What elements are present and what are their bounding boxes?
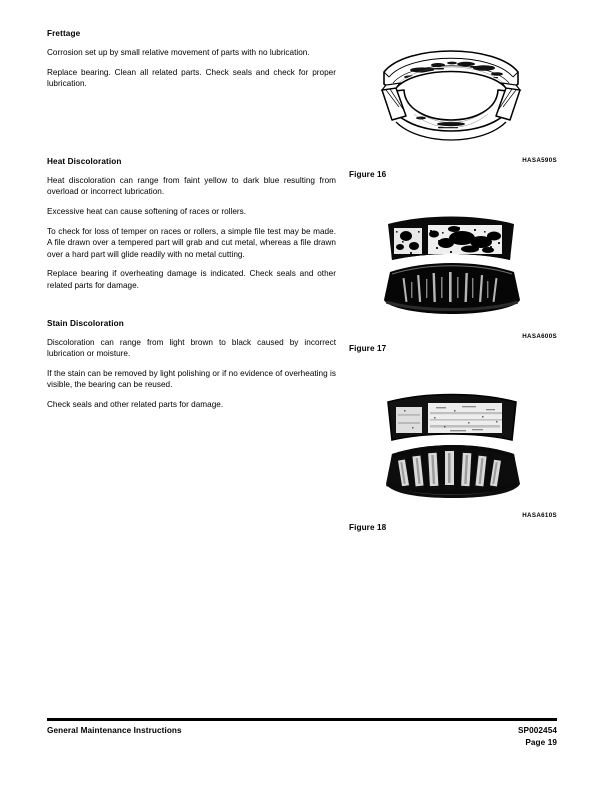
page-footer	[47, 718, 557, 748]
figure-18	[345, 388, 557, 532]
figure-part-number: HASA600S	[522, 333, 557, 340]
text-column	[47, 28, 336, 411]
section-frettage	[47, 28, 336, 90]
body-paragraph: If the stain can be removed by light polishing or if no evidence of overheating is visible, the bearing can be reused.	[47, 368, 336, 390]
bearing-race-heat-discoloration-icon	[345, 212, 557, 320]
body-paragraph: Corrosion set up by small relative movement of parts with no lubrication.	[47, 48, 310, 57]
section-heading: Stain Discoloration	[47, 318, 124, 328]
footer-page-number: Page 19	[525, 737, 557, 747]
figure-part-number: HASA590S	[522, 157, 557, 164]
figure-part-number: HASA610S	[522, 512, 557, 519]
figure-caption: Figure 16	[349, 170, 387, 179]
body-paragraph: Excessive heat can cause softening of races or rollers.	[47, 206, 247, 216]
section-stain-discoloration	[47, 318, 336, 411]
body-paragraph: Heat discoloration can range from faint yellow to dark blue resulting from overload or incorrect lubrication.	[47, 175, 336, 197]
footer-chapter-title: General Maintenance Instructions	[47, 726, 182, 735]
body-paragraph: Replace bearing if overheating damage is indicated. Check seals and other related parts for damage.	[47, 269, 336, 290]
figure-caption: Figure 17	[349, 344, 387, 353]
bearing-race-stain-discoloration-icon	[345, 388, 557, 506]
footer-divider	[47, 718, 557, 721]
body-paragraph: Discoloration can range from light brown to black caused by incorrect lubrication or moisture.	[47, 337, 336, 359]
section-heading: Frettage	[47, 29, 81, 38]
bearing-race-fretting-icon	[345, 30, 557, 155]
footer-row	[47, 725, 557, 748]
body-paragraph: To check for loss of temper on races or rollers, a simple file test may be made. A file drawn over a tempered part will grab and cut metal, whereas a file drawn over a hard part will glide readily with no metal cutting.	[47, 226, 336, 259]
figure-16	[345, 30, 557, 179]
section-heat-discoloration	[47, 156, 336, 292]
body-paragraph: Check seals and other related parts for damage.	[47, 399, 224, 409]
body-paragraph: Replace bearing. Clean all related parts. Check seals and check for proper lubrication.	[47, 67, 336, 89]
footer-document-number: SP002454	[517, 726, 557, 735]
footer-meta	[518, 725, 557, 748]
figure-caption: Figure 18	[349, 523, 387, 532]
section-heading: Heat Discoloration	[47, 156, 122, 166]
figure-17	[345, 212, 557, 353]
